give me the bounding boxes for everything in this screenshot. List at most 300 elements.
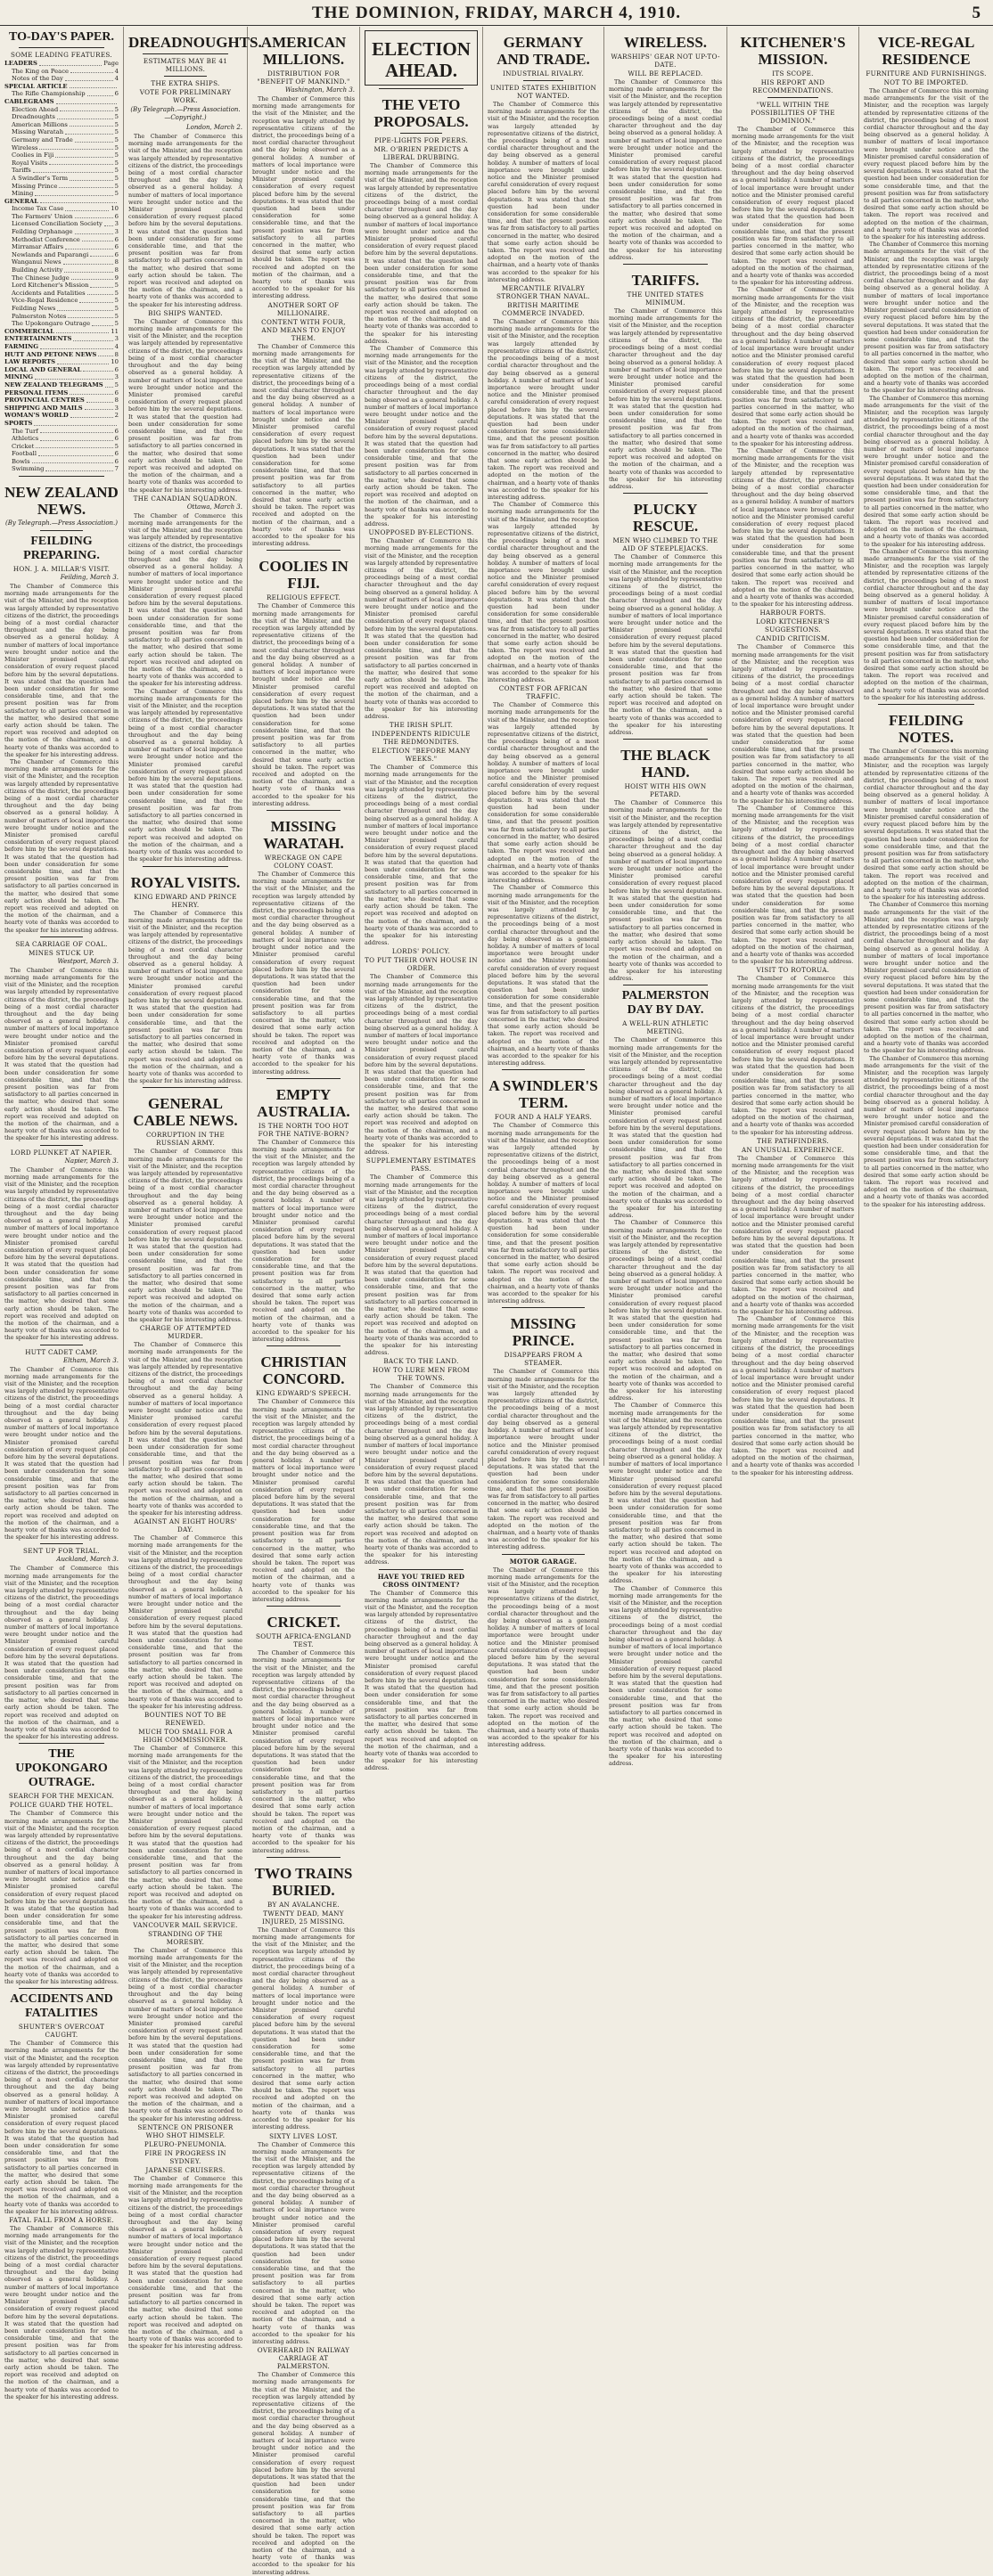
article-subheading: UNOPPOSED BY-ELECTIONS. <box>368 528 474 537</box>
toc-title: Tariffs <box>12 167 31 175</box>
article-body: The Chamber of Commerce this morning made arrangements for the visit of the Minister, and the reception was largely attended by representative citizens of the district, the proceedings being of a most cordial character throughout and the day being observed as a general holiday. A number of matters of local importance were brought under notice and the Minister promised careful consideration of every request placed before him by the several deputations. It was stated that the question had been under consideration for some considerable time, and that the present position was far from satisfactory to all parties concerned in the matter, who desired that some early action should be taken. The report was received and adopted on the motion of the chairman, and a hearty vote of thanks was accorded to the speaker for his interesting address. <box>4 966 119 1142</box>
column-6 <box>604 27 727 1768</box>
toc-row <box>4 60 119 68</box>
toc-title: The Farmers' Union <box>12 212 73 220</box>
toc-title: The Upokongaro Outrage <box>12 320 91 328</box>
article-subheading: MUCH TOO SMALL FOR A HIGH COMMISSIONER. <box>138 1728 233 1744</box>
article-subheading: ANOTHER SORT OF MILLIONAIRE. <box>267 300 340 317</box>
toc-title: LOCAL AND GENERAL <box>4 365 82 373</box>
toc-page: 8 <box>114 266 119 274</box>
article-subheading: LORDS' POLICY. <box>391 947 451 956</box>
dateline: Eltham, March 3. <box>63 1356 119 1364</box>
toc-page: 9 <box>114 274 119 282</box>
article-subheading: SIXTY LIVES LOST. <box>269 2131 338 2140</box>
article-subheading: BRITISH MARITIME COMMERCE INVADED. <box>502 301 585 318</box>
article-body: The Chamber of Commerce this morning made arrangements for the visit of the Minister, and the reception was largely attended by representative citizens of the district, the proceedings being of a most cordial character throughout and the day being observed as a general holiday. A number of matters of local importance were brought under notice and the Minister promised careful consideration of every request placed before him by the several deputations. It was stated that the question had been under consideration for some considerable time, and that the present position was far from satisfactory to all parties concerned in the matter, who desired that some early action should be taken. The report was received and adopted on the motion of the chairman, and a hearty vote of thanks was accorded to the speaker for his interesting address. <box>864 394 989 548</box>
toc-row <box>4 175 119 183</box>
article-body: The Chamber of Commerce this morning made arrangements for the visit of the Minister, and the reception was largely attended by representative citizens of the district, the proceedings being of a most cordial character throughout and the day being observed as a general holiday. A number of matters of local importance were brought under notice and the Minister promised careful consideration of every request placed before him by the several deputations. It was stated that the question had been under consideration for some considerable time, and that the present position was far from satisfactory to all parties concerned in the matter, who desired that some early action should be taken. The report was received and adopted on the motion of the chairman, and a hearty vote of thanks was accorded to the speaker for his interesting address. <box>488 1122 599 1305</box>
article-body: The Chamber of Commerce this morning made arrangements for the visit of the Minister, and the reception was largely attended by representative citizens of the district, the proceedings being of a most cordial character throughout and the day being observed as a general holiday. A number of matters of local importance were brought under notice and the Minister promised careful consideration of every request placed before him by the several deputations. It was stated that the question had been under consideration for some considerable time, and that the present position was far from satisfactory to all parties concerned in the matter, who desired that some early action should be taken. The report was received and adopted on the motion of the chairman, and a hearty vote of thanks was accorded to the speaker for his interesting address. <box>864 748 989 902</box>
article-body: The Chamber of Commerce this morning made arrangements for the visit of the Minister, and the reception was largely attended by representative citizens of the district, the proceedings being of a most cordial character throughout and the day being observed as a general holiday. A number of matters of local importance were brought under notice and the Minister promised careful consideration of every request placed before him by the several deputations. It was stated that the question had been under consideration for some considerable time, and that the present position was far from satisfactory to all parties concerned in the matter, who desired that some early action should be taken. The report was received and adopted on the motion of the chairman, and a hearty vote of thanks was accorded to the speaker for his interesting address. <box>252 1398 355 1603</box>
todays-paper-heading: TO-DAY'S PAPER. <box>9 30 114 44</box>
column-5 <box>483 27 604 1749</box>
election-ahead-heading: ELECTION AHEAD. <box>372 38 471 81</box>
article-subheading: CORRUPTION IN THE RUSSIAN ARMY. <box>145 1131 226 1148</box>
toc-row <box>4 151 119 159</box>
article-subheading: ELECTION "BEFORE MANY WEEKS." <box>372 747 471 764</box>
todays-paper-sub: SOME LEADING FEATURES. <box>11 51 112 59</box>
toc-row <box>4 220 119 228</box>
toc-title: ENTERTAINMENTS <box>4 335 72 343</box>
article-subheading: FIRE IN PROGRESS IN SYDNEY. <box>144 2148 226 2165</box>
article-subheading: SEA CARRIAGE OF COAL. <box>15 939 108 948</box>
toc-row <box>4 290 119 298</box>
article-heading: THE VETO PROPOSALS. <box>373 96 469 130</box>
toc-row <box>4 320 119 328</box>
toc-page: Page <box>103 60 119 67</box>
toc-title: PROVINCIAL CENTRES <box>4 397 85 405</box>
article-body: The Chamber of Commerce this morning made arrangements for the visit of the Minister, and the reception was largely attended by representative citizens of the district, the proceedings being of a most cordial character throughout and the day being observed as a general holiday. A number of matters of local importance were brought under notice and the Minister promised careful consideration of every request placed before him by the several deputations. It was stated that the question had been under consideration for some considerable time, and that the present position was far from satisfactory to all parties concerned in the matter, who desired that some early action should be taken. The report was received and adopted on the motion of the chairman, and a hearty vote of thanks was accorded to the speaker for his interesting address. <box>4 1165 119 1342</box>
germany-trade-heading: GERMANY AND TRADE. <box>497 34 590 68</box>
article-subheading: THE UNITED STATES MINIMUM. <box>627 290 704 307</box>
article-body: The Chamber of Commerce this morning made arrangements for the visit of the Minister, and the reception was largely attended by representative citizens of the district, the proceedings being of a most cordial character throughout and the day being observed as a general holiday. A number of matters of local importance were brought under notice and the Minister promised careful consideration of every request placed before him by the several deputations. It was stated that the question had been under consideration for some considerable time, and that the present position was far from satisfactory to all parties concerned in the matter, who desired that some early action should be taken. The report was received and adopted on the motion of the chairman, and a hearty vote of thanks was accorded to the speaker for his interesting address. <box>609 799 722 983</box>
article-body: The Chamber of Commerce this morning made arrangements for the visit of the Minister, and the reception was largely attended by representative citizens of the district, the proceedings being of a most cordial character throughout and the day being observed as a general holiday. A number of matters of local importance were brought under notice and the Minister promised careful consideration of every request placed before him by the several deputations. It was stated that the question had been under consideration for some considerable time, and that the present position was far from satisfactory to all parties concerned in the matter, who desired that some early action should be taken. The report was received and adopted on the motion of the chairman, and a hearty vote of thanks was accorded to the speaker for his interesting address. <box>365 345 478 527</box>
dateline: Ottawa, March 3. <box>186 503 242 511</box>
article-heading: EMPTY AUSTRALIA. <box>257 1085 350 1120</box>
article-subheading: LORD KITCHENER'S SUGGESTIONS. <box>756 617 830 634</box>
article-body: The Chamber of Commerce this morning made arrangements for the visit of the Minister, and the reception was largely attended by representative citizens of the district, the proceedings being of a most cordial character throughout and the day being observed as a general holiday. A number of matters of local importance were brought under notice and the Minister promised careful consideration of every request placed before him by the several deputations. It was stated that the question had been under consideration for some considerable time, and that the present position was far from satisfactory to all parties concerned in the matter, who desired that some early action should be taken. The report was received and adopted on the motion of the chairman, and a hearty vote of thanks was accorded to the speaker for his interesting address. <box>128 1946 242 2122</box>
toc-title: WOMAN'S WORLD <box>4 412 69 420</box>
toc-row <box>4 198 119 206</box>
toc-title: Licensed Conciliation Society <box>12 220 103 228</box>
toc-title: FARMING <box>4 342 39 350</box>
toc-title: Building Activity <box>12 266 63 274</box>
article-subheading: IS THE NORTH TOO HOT FOR THE NATIVE-BORN? <box>258 1121 349 1138</box>
article-body: The Chamber of Commerce this morning made arrangements for the visit of the Minister, and the reception was largely attended by representative citizens of the district, the proceedings being of a most cordial character throughout and the day being observed as a general holiday. A number of matters of local importance were brought under notice and the Minister promised careful consideration of every request placed before him by the several deputations. It was stated that the question had been under consideration for some considerable time, and that the present position was far from satisfactory to all parties concerned in the matter, who desired that some early action should be taken. The report was received and adopted on the motion of the chairman, and a hearty vote of thanks was accorded to the speaker for his interesting address. <box>365 162 478 345</box>
toc-row <box>4 358 119 366</box>
toc-title: Athletics <box>12 435 39 443</box>
article-body: The Chamber of Commerce this morning made arrangements for the visit of the Minister, and the reception was largely attended by representative citizens of the district, the proceedings being of a most cordial character throughout and the day being observed as a general holiday. A number of matters of local importance were brought under notice and the Minister promised careful consideration of every request placed before him by the several deputations. It was stated that the question had been under consideration for some considerable time, and that the present position was far from satisfactory to all parties concerned in the matter, who desired that some early action should be taken. The report was received and adopted on the motion of the chairman, and a hearty vote of thanks was accorded to the speaker for his interesting address. <box>609 78 722 261</box>
article-body: The Chamber of Commerce this morning made arrangements for the visit of the Minister, and the reception was largely attended by representative citizens of the district, the proceedings being of a most cordial character throughout and the day being observed as a general holiday. A number of matters of local importance were brought under notice and the Minister promised careful consideration of every request placed before him by the several deputations. It was stated that the question had been under consideration for some considerable time, and that the present position was far from satisfactory to all parties concerned in the matter, who desired that some early action should be taken. The report was received and adopted on the motion of the chairman, and a hearty vote of thanks was accorded to the speaker for his interesting address. <box>488 501 599 684</box>
toc-row <box>4 405 119 413</box>
toc-title: Palmerston Notes <box>12 312 67 320</box>
article-subheading: FURNITURE AND FURNISHINGS. <box>866 70 987 78</box>
article-subheading: AGAINST AN EIGHT HOURS' DAY. <box>134 1517 237 1534</box>
toc-page: 6 <box>114 388 119 397</box>
article-body: The Chamber of Commerce this morning made arrangements for the visit of the Minister, and the reception was largely attended by representative citizens of the district, the proceedings being of a most cordial character throughout and the day being observed as a general holiday. A number of matters of local importance were brought under notice and the Minister promised careful consideration of every request placed before him by the several deputations. It was stated that the question had been under consideration for some considerable time, and that the present position was far from satisfactory to all parties concerned in the matter, who desired that some early action should be taken. The report was received and adopted on the motion of the chairman, and a hearty vote of thanks was accorded to the speaker for his interesting address. <box>864 547 989 701</box>
article-subheading: LORD PLUNKET AT NAPIER. <box>10 1148 113 1157</box>
article-subheading: RELIGIOUS EFFECT. <box>266 593 341 602</box>
article-subheading: WILL BE REPLACED. <box>628 70 703 78</box>
article-body: The Chamber of Commerce this morning made arrangements for the visit of the Minister, and the reception was largely attended by representative citizens of the district, the proceedings being of a most cordial character throughout and the day being observed as a general holiday. A number of matters of local importance were brought under notice and the Minister promised careful consideration of every request placed before him by the several deputations. It was stated that the question had been under consideration for some considerable time, and that the present position was far from satisfactory to all parties concerned in the matter, who desired that some early action should be taken. The report was received and adopted on the motion of the chairman, and a hearty vote of thanks was accorded to the speaker for his interesting address. <box>488 101 599 283</box>
toc-title: Notes of the Day <box>12 75 63 83</box>
masthead-title: THE DOMINION, FRIDAY, MARCH 4, 1910. <box>311 4 682 22</box>
toc-row <box>4 258 119 266</box>
toc-page: 10 <box>111 358 119 366</box>
toc-title: SPORTS <box>4 419 33 427</box>
article-subheading: VISIT TO ROTORUA. <box>756 966 830 975</box>
toc-page: 5 <box>114 305 119 312</box>
toc-page: 6 <box>114 365 119 373</box>
article-body: The Chamber of Commerce this morning made arrangements for the visit of the Minister, and the reception was largely attended by representative citizens of the district, the proceedings being of a most cordial character throughout and the day being observed as a general holiday. A number of matters of local importance were brought under notice and the Minister promised careful consideration of every request placed before him by the several deputations. It was stated that the question had been under consideration for some considerable time, and that the present position was far from satisfactory to all parties concerned in the matter, who desired that some early action should be taken. The report was received and adopted on the motion of the chairman, and a hearty vote of thanks was accorded to the speaker for his interesting address. <box>732 1154 854 1316</box>
toc-page: 5 <box>114 182 119 190</box>
toc-title: Mining <box>12 190 34 198</box>
article-subheading: WARSHIPS' GEAR NOT UP-TO-DATE. <box>611 53 720 69</box>
article-body: The Chamber of Commerce this morning made arrangements for the visit of the Minister, and the reception was largely attended by representative citizens of the district, the proceedings being of a most cordial character throughout and the day being observed as a general holiday. A number of matters of local importance were brought under notice and the Minister promised careful consideration of every request placed before him by the several deputations. It was stated that the question had been under consideration for some considerable time, and that the present position was far from satisfactory to all parties concerned in the matter, who desired that some early action should be taken. The report was received and adopted on the motion of the chairman, and a hearty vote of thanks was accorded to the speaker for his interesting address. <box>252 602 355 807</box>
article-subheading: UNITED STATES EXHIBITION NOT WANTED. <box>489 84 597 100</box>
article-subheading: THE EXTRA SHIPS. <box>151 79 220 87</box>
article-heading: TARIFFS. <box>631 272 700 290</box>
masthead <box>0 0 993 26</box>
toc-title: Feilding Orphanage <box>12 228 73 236</box>
toc-row <box>4 128 119 136</box>
toc-title: LAW REPORTS <box>4 358 56 366</box>
toc-title: Bowls <box>12 457 30 465</box>
toc-row <box>4 98 119 106</box>
article-subheading: BY AN AVALANCHE. <box>267 1900 341 1909</box>
toc-row <box>4 159 119 168</box>
article-subheading: PIPE-LIGHTS FOR PEERS. <box>374 136 468 144</box>
article-body: The Chamber of Commerce this morning made arrangements for the visit of the Minister, and the reception was largely attended by representative citizens of the district, the proceedings being of a most cordial character throughout and the day being observed as a general holiday. A number of matters of local importance were brought under notice and the Minister promised careful consideration of every request placed before him by the several deputations. It was stated that the question had been under consideration for some considerable time, and that the present position was far from satisfactory to all parties concerned in the matter, who desired that some early action should be taken. The report was received and adopted on the motion of the chairman, and a hearty vote of thanks was accorded to the speaker for his interesting address. <box>128 133 242 308</box>
article-body: The Chamber of Commerce this morning made arrangements for the visit of the Minister, and the reception was largely attended by representative citizens of the district, the proceedings being of a most cordial character throughout and the day being observed as a general holiday. A number of matters of local importance were brought under notice and the Minister promised careful consideration of every request placed before him by the several deputations. It was stated that the question had been under consideration for some considerable time, and that the present position was far from satisfactory to all parties concerned in the matter, who desired that some early action should be taken. The report was received and adopted on the motion of the chairman, and a hearty vote of thanks was accorded to the speaker for his interesting address. <box>732 643 854 805</box>
article-heading: ACCIDENTS AND FATALITIES <box>10 1992 113 2021</box>
article-body: The Chamber of Commerce this morning made arrangements for the visit of the Minister, and the reception was largely attended by representative citizens of the district, the proceedings being of a most cordial character throughout and the day being observed as a general holiday. A number of matters of local importance were brought under notice and the Minister promised careful consideration of every request placed before him by the several deputations. It was stated that the question had been under consideration for some considerable time, and that the present position was far from satisfactory to all parties concerned in the matter, who desired that some early action should be taken. The report was received and adopted on the motion of the chairman, and a hearty vote of thanks was accorded to the speaker for his interesting address. <box>128 1534 242 1710</box>
toc-page: 3 <box>114 228 119 236</box>
toc-page: 3 <box>114 335 119 343</box>
toc-row <box>4 373 119 381</box>
article-body: The Chamber of Commerce this morning made arrangements for the visit of the Minister, and the reception was largely attended by representative citizens of the district, the proceedings being of a most cordial character throughout and the day being observed as a general holiday. A number of matters of local importance were brought under notice and the Minister promised careful consideration of every request placed before him by the several deputations. It was stated that the question had been under consideration for some considerable time, and that the present position was far from satisfactory to all parties concerned in the matter, who desired that some early action should be taken. The report was received and adopted on the motion of the chairman, and a hearty vote of thanks was accorded to the speaker for his interesting address. <box>4 1565 119 1741</box>
article-subheading: THE CANADIAN SQUADRON. <box>133 494 238 503</box>
article-heading: ROYAL VISITS. <box>130 873 241 891</box>
article-subheading: SENTENCE ON PRISONER WHO SHOT HIMSELF. <box>137 2122 234 2139</box>
toc-page: 6 <box>114 212 119 220</box>
article-subheading: KING EDWARD'S SPEECH. <box>256 1389 351 1398</box>
toc-page: 5 <box>114 282 119 290</box>
article-subheading: MR. O'BRIEN PREDICTS A LIBERAL DRUBBING. <box>373 145 469 161</box>
article-subheading: BACK TO THE LAND. <box>383 1357 459 1366</box>
article-subheading: PLEURO-PNEUMONIA. <box>144 2139 227 2148</box>
article-body: The Chamber of Commerce this morning made arrangements for the visit of the Minister, and the reception was largely attended by representative citizens of the district, the proceedings being of a most cordial character throughout and the day being observed as a general holiday. A number of matters of local importance were brought under notice and the Minister promised careful consideration of every request placed before him by the several deputations. It was stated that the question had been under consideration for some considerable time, and that the present position was far from satisfactory to all parties concerned in the matter, who desired that some early action should be taken. The report was received and adopted on the motion of the chairman, and a hearty vote of thanks was accorded to the speaker for his interesting address. <box>252 1138 355 1344</box>
article-heading: MISSING WARATAH. <box>263 818 344 853</box>
article-subheading: MERCANTILE RIVALRY STRONGER THAN NAVAL. <box>497 284 590 301</box>
article-body: The Chamber of Commerce this morning made arrangements for the visit of the Minister, and the reception was largely attended by representative citizens of the district, the proceedings being of a most cordial character throughout and the day being observed as a general holiday. A number of matters of local importance were brought under notice and the Minister promised careful consideration of every request placed before him by the several deputations. It was stated that the question had been under consideration for some considerable time, and that the present position was far from satisfactory to all parties concerned in the matter, who desired that some early action should be taken. The report was received and adopted on the motion of the chairman, and a hearty vote of thanks was accorded to the speaker for his interesting address. <box>864 241 989 395</box>
toc-page: 6 <box>114 243 119 251</box>
article-subheading: MEN WHO CLIMBED TO THE AID OF STEEPLEJACKS. <box>612 536 718 553</box>
toc-page: 7 <box>114 465 119 473</box>
toc-page: 5 <box>114 143 119 151</box>
toc-page: 5 <box>114 128 119 136</box>
dateline: Auckland, March 3. <box>56 1556 119 1564</box>
article-body: The Chamber of Commerce this morning made arrangements for the visit of the Minister, and the reception was largely attended by representative citizens of the district, the proceedings being of a most cordial character throughout and the day being observed as a general holiday. A number of matters of local importance were brought under notice and the Minister promised careful consideration of every request placed before him by the several deputations. It was stated that the question had been under consideration for some considerable time, and that the present position was far from satisfactory to all parties concerned in the matter, who desired that some early action should be taken. The report was received and adopted on the motion of the chairman, and a hearty vote of thanks was accorded to the speaker for his interesting address. <box>4 2040 119 2215</box>
toc-row <box>4 328 119 336</box>
toc-title: A Swindler's Term <box>12 174 69 182</box>
article-subheading: THE IRISH SPLIT. <box>389 721 454 730</box>
article-subheading: "WELL WITHIN THE POSSIBILITIES OF THE DOMINION." <box>751 101 835 125</box>
article-body: The Chamber of Commerce this morning made arrangements for the visit of the Minister, and the reception was largely attended by representative citizens of the district, the proceedings being of a most cordial character throughout and the day being observed as a general holiday. A number of matters of local importance were brought under notice and the Minister promised careful consideration of every request placed before him by the several deputations. It was stated that the question had been under consideration for some considerable time, and that the present position was far from satisfactory to all parties concerned in the matter, who desired that some early action should be taken. The report was received and adopted on the motion of the chairman, and a hearty vote of thanks was accorded to the speaker for his interesting address. <box>864 87 989 241</box>
article-subheading: AN UNUSUAL EXPERIENCE. <box>741 1145 845 1154</box>
toc-title: MINING <box>4 373 34 381</box>
toc-page: 5 <box>114 113 119 121</box>
toc-row <box>4 335 119 343</box>
toc-page: 10 <box>111 205 119 213</box>
article-heading: MISSING PRINCE. <box>510 1315 577 1350</box>
article-subheading: SUPPLEMENTARY ESTIMATES PASS. <box>365 1157 477 1174</box>
toc-page: 5 <box>114 120 119 128</box>
toc-page: 6 <box>114 457 119 465</box>
article-subheading: WRECKAGE ON CAPE COLONY COAST. <box>264 854 343 871</box>
toc-page: 6 <box>114 435 119 443</box>
toc-title: The Turf <box>12 427 38 435</box>
toc-row <box>4 213 119 221</box>
american-millions-heading: AMERICAN MILLIONS. <box>260 34 347 68</box>
toc-title: The Chinese Judge <box>12 274 70 282</box>
toc-page: 5 <box>114 135 119 143</box>
article-subheading: STRANDING OF THE MORESBY. <box>148 1929 223 1946</box>
article-body: The Chamber of Commerce this morning made arrangements for the visit of the Minister, and the reception was largely attended by representative citizens of the district, the proceedings being of a most cordial character throughout and the day being observed as a general holiday. A number of matters of local importance were brought under notice and the Minister promised careful consideration of every request placed before him by the several deputations. It was stated that the question had been under consideration for some considerable time, and that the present position was far from satisfactory to all parties concerned in the matter, who desired that some early action should be taken. The report was received and adopted on the motion of the chairman, and a hearty vote of thanks was accorded to the speaker for his interesting address. <box>732 804 854 966</box>
toc-row <box>4 435 119 443</box>
article-subheading: HIS REPORT AND RECOMMENDATIONS. <box>752 78 833 94</box>
toc-page: 8 <box>114 258 119 266</box>
advertisement-heading: MOTOR GARAGE. <box>509 1557 578 1566</box>
toc-row <box>4 443 119 451</box>
article-subheading: CONTENT WITH FOUR, AND MEANS TO ENJOY THEM. <box>261 317 346 342</box>
toc-title: Methodist Conference <box>12 235 80 243</box>
article-subheading: ITS SCOPE. <box>772 70 814 78</box>
article-subheading: BOUNTIES NOT TO BE RENEWED. <box>144 1711 226 1727</box>
article-subheading: SEARCH FOR THE MEXICAN. <box>8 1792 115 1801</box>
advertisement-body: The Chamber of Commerce this morning made arrangements for the visit of the Minister, and the reception was largely attended by representative citizens of the district, the proceedings being of a most cordial character throughout and the day being observed as a general holiday. A number of matters of local importance were brought under notice and the Minister promised careful consideration of every request placed before him by the several deputations. It was stated that the question had been under consideration for some considerable time, and that the present position was far from satisfactory to all parties concerned in the matter, who desired that some early action should be taken. The report was received and adopted on the motion of the chairman, and a hearty vote of thanks was accorded to the speaker for his interesting address. <box>488 1566 599 1749</box>
toc-page: 3 <box>114 220 119 228</box>
toc-page: 6 <box>114 427 119 435</box>
article-body: The Chamber of Commerce this morning made arrangements for the visit of the Minister, and the reception was largely attended by representative citizens of the district, the proceedings being of a most cordial character throughout and the day being observed as a general holiday. A number of matters of local importance were brought under notice and the Minister promised careful consideration of every request placed before him by the several deputations. It was stated that the question had been under consideration for some considerable time, and that the present position was far from satisfactory to all parties concerned in the matter, who desired that some early action should be taken. The report was received and adopted on the motion of the chairman, and a hearty vote of thanks was accorded to the speaker for his interesting address. <box>128 2174 242 2351</box>
toc-page: 6 <box>114 250 119 258</box>
page-number: 5 <box>972 4 981 22</box>
article-body: The Chamber of Commerce this morning made arrangements for the visit of the Minister, and the reception was largely attended by representative citizens of the district, the proceedings being of a most cordial character throughout and the day being observed as a general holiday. A number of matters of local importance were brought under notice and the Minister promised careful consideration of every request placed before him by the several deputations. It was stated that the question had been under consideration for some considerable time, and that the present position was far from satisfactory to all parties concerned in the matter, who desired that some early action should be taken. The report was received and adopted on the motion of the chairman, and a hearty vote of thanks was accorded to the speaker for his interesting address. <box>4 1810 119 1985</box>
article-body: The Chamber of Commerce this morning made arrangements for the visit of the Minister, and the reception was largely attended by representative citizens of the district, the proceedings being of a most cordial character throughout and the day being observed as a general holiday. A number of matters of local importance were brought under notice and the Minister promised careful consideration of every request placed before him by the several deputations. It was stated that the question had been under consideration for some considerable time, and that the present position was far from satisfactory to all parties concerned in the matter, who desired that some early action should be taken. The report was received and adopted on the motion of the chairman, and a hearty vote of thanks was accorded to the speaker for his interesting address. <box>128 687 242 863</box>
article-body: The Chamber of Commerce this morning made arrangements for the visit of the Minister, and the reception was largely attended by representative citizens of the district, the proceedings being of a most cordial character throughout and the day being observed as a general holiday. A number of matters of local importance were brought under notice and the Minister promised careful consideration of every request placed before him by the several deputations. It was stated that the question had been under consideration for some considerable time, and that the present position was far from satisfactory to all parties concerned in the matter, who desired that some early action should be taken. The report was received and adopted on the motion of the chairman, and a hearty vote of thanks was accorded to the speaker for his interesting address. <box>4 757 119 934</box>
article-subheading: SENT UP FOR TRIAL. <box>23 1547 100 1556</box>
dateline: Feilding, March 3. <box>60 574 119 582</box>
article-heading: CRICKET. <box>267 1614 341 1631</box>
toc-row <box>4 136 119 144</box>
column-2 <box>124 27 262 2351</box>
toc-page: 6 <box>114 90 119 98</box>
article-body: The Chamber of Commerce this morning made arrangements for the visit of the Minister, and the reception was largely attended by representative citizens of the district, the proceedings being of a most cordial character throughout and the day being observed as a general holiday. A number of matters of local importance were brought under notice and the Minister promised careful consideration of every request placed before him by the several deputations. It was stated that the question had been under consideration for some considerable time, and that the present position was far from satisfactory to all parties concerned in the matter, who desired that some early action should be taken. The report was received and adopted on the motion of the chairman, and a hearty vote of thanks was accorded to the speaker for his interesting address. <box>252 1926 355 2131</box>
toc-page: 5 <box>114 105 119 113</box>
toc-row <box>4 313 119 321</box>
article-body: The Chamber of Commerce this morning made arrangements for the visit of the Minister, and the reception was largely attended by representative citizens of the district, the proceedings being of a most cordial character throughout and the day being observed as a general holiday. A number of matters of local importance were brought under notice and the Minister promised careful consideration of every request placed before him by the several deputations. It was stated that the question had been under consideration for some considerable time, and that the present position was far from satisfactory to all parties concerned in the matter, who desired that some early action should be taken. The report was received and adopted on the motion of the chairman, and a hearty vote of thanks was accorded to the speaker for his interesting address. <box>609 1219 722 1402</box>
article-subheading: POLICE GUARD THE HOTEL. <box>9 1801 114 1810</box>
article-body: The Chamber of Commerce this morning made arrangements for the visit of the Minister, and the reception was largely attended by representative citizens of the district, the proceedings being of a most cordial character throughout and the day being observed as a general holiday. A number of matters of local importance were brought under notice and the Minister promised careful consideration of every request placed before him by the several deputations. It was stated that the question had been under consideration for some considerable time, and that the present position was far from satisfactory to all parties concerned in the matter, who desired that some early action should be taken. The report was received and adopted on the motion of the chairman, and a hearty vote of thanks was accorded to the speaker for his interesting address. <box>609 553 722 737</box>
byline: (By Telegraph.—Press Association.) <box>4 519 119 527</box>
toc-row <box>4 205 119 213</box>
toc-row <box>4 83 119 91</box>
toc-title: SHIPPING AND MAILS <box>4 404 83 412</box>
article-body: The Chamber of Commerce this morning made arrangements for the visit of the Minister, and the reception was largely attended by representative citizens of the district, the proceedings being of a most cordial character throughout and the day being observed as a general holiday. A number of matters of local importance were brought under notice and the Minister promised careful consideration of every request placed before him by the several deputations. It was stated that the question had been under consideration for some considerable time, and that the present position was far from satisfactory to all parties concerned in the matter, who desired that some early action should be taken. The report was received and adopted on the motion of the chairman, and a hearty vote of thanks was accorded to the speaker for his interesting address. <box>128 1341 242 1517</box>
article-subheading: DISTRIBUTION FOR "BENEFIT OF MANKIND." <box>257 70 350 86</box>
toc-page: 3 <box>114 373 119 381</box>
toc-page: 5 <box>114 167 119 175</box>
toc-title: Cricket <box>12 442 35 450</box>
toc-title: Income Tax Case <box>12 205 64 213</box>
article-body: The Chamber of Commerce this morning made arrangements for the visit of the Minister, and the reception was largely attended by representative citizens of the district, the proceedings being of a most cordial character throughout and the day being observed as a general holiday. A number of matters of local importance were brought under notice and the Minister promised careful consideration of every request placed before him by the several deputations. It was stated that the question had been under consideration for some considerable time, and that the present position was far from satisfactory to all parties concerned in the matter, who desired that some early action should be taken. The report was received and adopted on the motion of the chairman, and a hearty vote of thanks was accorded to the speaker for his interesting address. <box>128 1745 242 1920</box>
toc-row <box>4 106 119 114</box>
toc-row <box>4 366 119 374</box>
article-heading: THE UPOKONGARO OUTRAGE. <box>15 1747 108 1790</box>
toc-title: Football <box>12 450 37 458</box>
toc-row <box>4 75 119 83</box>
toc-row <box>4 389 119 397</box>
article-body: The Chamber of Commerce this morning made arrangements for the visit of the Minister, and the reception was largely attended by representative citizens of the district, the proceedings being of a most cordial character throughout and the day being observed as a general holiday. A number of matters of local importance were brought under notice and the Minister promised careful consideration of every request placed before him by the several deputations. It was stated that the question had been under consideration for some considerable time, and that the present position was far from satisfactory to all parties concerned in the matter, who desired that some early action should be taken. The report was received and adopted on the motion of the chairman, and a hearty vote of thanks was accorded to the speaker for his interesting address. <box>365 973 478 1157</box>
article-body: The Chamber of Commerce this morning made arrangements for the visit of the Minister, and the reception was largely attended by representative citizens of the district, the proceedings being of a most cordial character throughout and the day being observed as a general holiday. A number of matters of local importance were brought under notice and the Minister promised careful consideration of every request placed before him by the several deputations. It was stated that the question had been under consideration for some considerable time, and that the present position was far from satisfactory to all parties concerned in the matter, who desired that some early action should be taken. The report was received and adopted on the motion of the chairman, and a hearty vote of thanks was accorded to the speaker for his interesting address. <box>4 1365 119 1542</box>
article-body: The Chamber of Commerce this morning made arrangements for the visit of the Minister, and the reception was largely attended by representative citizens of the district, the proceedings being of a most cordial character throughout and the day being observed as a general holiday. A number of matters of local importance were brought under notice and the Minister promised careful consideration of every request placed before him by the several deputations. It was stated that the question had been under consideration for some considerable time, and that the present position was far from satisfactory to all parties concerned in the matter, who desired that some early action should be taken. The report was received and adopted on the motion of the chairman, and a hearty vote of thanks was accorded to the speaker for his interesting address. <box>488 1368 599 1551</box>
toc-title: Accidents and Fatalities <box>12 289 86 297</box>
toc-row <box>4 251 119 259</box>
toc-title: Wanganui News <box>12 258 62 266</box>
article-subheading: CANDID CRITICISM. <box>755 634 831 643</box>
toc-page: 6 <box>114 235 119 243</box>
article-subheading: CONTEST FOR AFRICAN TRAFFIC. <box>498 684 588 701</box>
article-heading: FEILDING NOTES. <box>888 712 964 747</box>
toc-title: Lord Kitchener's Mission <box>12 282 89 290</box>
article-heading: PALMERSTON DAY BY DAY. <box>621 989 710 1018</box>
article-body: The Chamber of Commerce this morning made arrangements for the visit of the Minister, and the reception was largely attended by representative citizens of the district, the proceedings being of a most cordial character throughout and the day being observed as a general holiday. A number of matters of local importance were brought under notice and the Minister promised careful consideration of every request placed before him by the several deputations. It was stated that the question had been under consideration for some considerable time, and that the present position was far from satisfactory to all parties concerned in the matter, who desired that some early action should be taken. The report was received and adopted on the motion of the chairman, and a hearty vote of thanks was accorded to the speaker for his interesting address. <box>252 342 355 548</box>
article-body: The Chamber of Commerce this morning made arrangements for the visit of the Minister, and the reception was largely attended by representative citizens of the district, the proceedings being of a most cordial character throughout and the day being observed as a general holiday. A number of matters of local importance were brought under notice and the Minister promised careful consideration of every request placed before him by the several deputations. It was stated that the question had been under consideration for some considerable time, and that the present position was far from satisfactory to all parties concerned in the matter, who desired that some early action should be taken. The report was received and adopted on the motion of the chairman, and a hearty vote of thanks was accorded to the speaker for his interesting address. <box>128 317 242 494</box>
article-subheading: A WELL-RUN ATHLETIC MEETING. <box>622 1019 709 1036</box>
toc-row <box>4 458 119 466</box>
article-subheading: INDUSTRIAL RIVALRY. <box>502 70 585 78</box>
toc-row <box>4 465 119 473</box>
article-body: The Chamber of Commerce this morning made arrangements for the visit of the Minister, and the reception was largely attended by representative citizens of the district, the proceedings being of a most cordial character throughout and the day being observed as a general holiday. A number of matters of local importance were brought under notice and the Minister promised careful consideration of every request placed before him by the several deputations. It was stated that the question had been under consideration for some considerable time, and that the present position was far from satisfactory to all parties concerned in the matter, who desired that some early action should be taken. The report was received and adopted on the motion of the chairman, and a hearty vote of thanks was accorded to the speaker for his interesting address. <box>128 909 242 1085</box>
toc-title: COMMERCIAL <box>4 327 54 335</box>
toc-row <box>4 68 119 76</box>
article-body: The Chamber of Commerce this morning made arrangements for the visit of the Minister, and the reception was largely attended by representative citizens of the district, the proceedings being of a most cordial character throughout and the day being observed as a general holiday. A number of matters of local importance were brought under notice and the Minister promised careful consideration of every request placed before him by the several deputations. It was stated that the question had been under consideration for some considerable time, and that the present position was far from satisfactory to all parties concerned in the matter, who desired that some early action should be taken. The report was received and adopted on the motion of the chairman, and a hearty vote of thanks was accorded to the speaker for his interesting address. <box>732 126 854 287</box>
article-subheading: JAPANESE CRUISERS. <box>145 2165 226 2174</box>
article-body: The Chamber of Commerce this morning made arrangements for the visit of the Minister, and the reception was largely attended by representative citizens of the district, the proceedings being of a most cordial character throughout and the day being observed as a general holiday. A number of matters of local importance were brought under notice and the Minister promised careful consideration of every request placed before him by the several deputations. It was stated that the question had been under consideration for some considerable time, and that the present position was far from satisfactory to all parties concerned in the matter, who desired that some early action should be taken. The report was received and adopted on the motion of the chairman, and a hearty vote of thanks was accorded to the speaker for his interesting address. <box>732 1315 854 1476</box>
vice-regal-heading: VICE-REGAL RESIDENCE <box>877 34 975 68</box>
toc-page: 5 <box>114 190 119 198</box>
article-body: The Chamber of Commerce this morning made arrangements for the visit of the Minister, and the reception was largely attended by representative citizens of the district, the proceedings being of a most cordial character throughout and the day being observed as a general holiday. A number of matters of local importance were brought under notice and the Minister promised careful consideration of every request placed before him by the several deputations. It was stated that the question had been under consideration for some considerable time, and that the present position was far from satisfactory to all parties concerned in the matter, who desired that some early action should be taken. The report was received and adopted on the motion of the chairman, and a hearty vote of thanks was accorded to the speaker for his interesting address. <box>365 764 478 947</box>
column-4 <box>360 27 483 1772</box>
article-subheading: HUTT CADET CAMP. <box>25 1347 98 1356</box>
toc-page: 5 <box>114 289 119 297</box>
toc-title: Vice-Regal Residence <box>12 297 78 305</box>
article-heading: TWO TRAINS BURIED. <box>254 1864 353 1899</box>
column-3 <box>248 27 360 2576</box>
toc-row <box>4 183 119 191</box>
toc-row <box>4 113 119 121</box>
toc-title: HUTT AND PETONE NEWS <box>4 350 97 358</box>
dateline: London, March 2. <box>185 124 242 131</box>
article-body: The Chamber of Commerce this morning made arrangements for the visit of the Minister, and the reception was largely attended by representative citizens of the district, the proceedings being of a most cordial character throughout and the day being observed as a general holiday. A number of matters of local importance were brought under notice and the Minister promised careful consideration of every request placed before him by the several deputations. It was stated that the question had been under consideration for some considerable time, and that the present position was far from satisfactory to all parties concerned in the matter, who desired that some early action should be taken. The report was received and adopted on the motion of the chairman, and a hearty vote of thanks was accorded to the speaker for his interesting address. <box>4 2225 119 2400</box>
article-heading: GENERAL CABLE NEWS. <box>133 1095 238 1130</box>
article-subheading: FATAL FALL FROM A HORSE. <box>9 2216 114 2225</box>
article-heading: A SWINDLER'S TERM. <box>488 1077 598 1112</box>
toc-row <box>4 420 119 428</box>
article-body: The Chamber of Commerce this morning made arrangements for the visit of the Minister, and the reception was largely attended by representative citizens of the district, the proceedings being of a most cordial character throughout and the day being observed as a general holiday. A number of matters of local importance were brought under notice and the Minister promised careful consideration of every request placed before him by the several deputations. It was stated that the question had been under consideration for some considerable time, and that the present position was far from satisfactory to all parties concerned in the matter, who desired that some early action should be taken. The report was received and adopted on the motion of the chairman, and a hearty vote of thanks was accorded to the speaker for his interesting address. <box>252 1649 355 1854</box>
article-body: The Chamber of Commerce this morning made arrangements for the visit of the Minister, and the reception was largely attended by representative citizens of the district, the proceedings being of a most cordial character throughout and the day being observed as a general holiday. A number of matters of local importance were brought under notice and the Minister promised careful consideration of every request placed before him by the several deputations. It was stated that the question had been under consideration for some considerable time, and that the present position was far from satisfactory to all parties concerned in the matter, who desired that some early action should be taken. The report was received and adopted on the motion of the chairman, and a hearty vote of thanks was accorded to the speaker for his interesting address. <box>4 583 119 758</box>
advertisement-body: The Chamber of Commerce this morning made arrangements for the visit of the Minister, and the reception was largely attended by representative citizens of the district, the proceedings being of a most cordial character throughout and the day being observed as a general holiday. A number of matters of local importance were brought under notice and the Minister promised careful consideration of every request placed before him by the several deputations. It was stated that the question had been under consideration for some considerable time, and that the present position was far from satisfactory to all parties concerned in the matter, who desired that some early action should be taken. The report was received and adopted on the motion of the chairman, and a hearty vote of thanks was accorded to the speaker for his interesting address. <box>365 1589 478 1772</box>
article-body: The Chamber of Commerce this morning made arrangements for the visit of the Minister, and the reception was largely attended by representative citizens of the district, the proceedings being of a most cordial character throughout and the day being observed as a general holiday. A number of matters of local importance were brought under notice and the Minister promised careful consideration of every request placed before him by the several deputations. It was stated that the question had been under consideration for some considerable time, and that the present position was far from satisfactory to all parties concerned in the matter, who desired that some early action should be taken. The report was received and adopted on the motion of the chairman, and a hearty vote of thanks was accorded to the speaker for his interesting address. <box>365 537 478 721</box>
toc-page: 4 <box>114 75 119 83</box>
toc-title: PERSONAL ITEMS <box>4 388 69 397</box>
article-body: The Chamber of Commerce this morning made arrangements for the visit of the Minister, and the reception was largely attended by representative citizens of the district, the proceedings being of a most cordial character throughout and the day being observed as a general holiday. A number of matters of local importance were brought under notice and the Minister promised careful consideration of every request placed before him by the several deputations. It was stated that the question had been under consideration for some considerable time, and that the present position was far from satisfactory to all parties concerned in the matter, who desired that some early action should be taken. The report was received and adopted on the motion of the chairman, and a hearty vote of thanks was accorded to the speaker for his interesting address. <box>732 286 854 447</box>
article-subheading: HON. J. A. MILLAR'S VISIT. <box>12 565 111 574</box>
toc-title: SPECIAL ARTICLE <box>4 82 68 90</box>
article-heading: CHRISTIAN CONCORD. <box>260 1353 347 1388</box>
article-subheading: SOUTH AFRICA-ENGLAND TEST. <box>255 1632 352 1649</box>
article-body: The Chamber of Commerce this morning made arrangements for the visit of the Minister, and the reception was largely attended by representative citizens of the district, the proceedings being of a most cordial character throughout and the day being observed as a general holiday. A number of matters of local importance were brought under notice and the Minister promised careful consideration of every request placed before him by the several deputations. It was stated that the question had been under consideration for some considerable time, and that the present position was far from satisfactory to all parties concerned in the matter, who desired that some early action should be taken. The report was received and adopted on the motion of the chairman, and a hearty vote of thanks was accorded to the speaker for his interesting address. <box>365 1174 478 1357</box>
article-heading: THE BLACK HAND. <box>620 747 710 781</box>
toc-title: Wireless <box>12 143 38 151</box>
toc-title: Coolies in Fiji <box>12 151 54 159</box>
column-8 <box>859 27 993 1466</box>
toc-title: Newlands and Paparangi <box>12 250 89 258</box>
article-subheading: MINES STUCK UP. <box>28 948 95 957</box>
article-subheading: CHARGE OF ATTEMPTED MURDER. <box>139 1324 232 1341</box>
toc-title: GENERAL <box>4 197 39 205</box>
toc-row <box>4 282 119 290</box>
toc-page: 5 <box>114 151 119 159</box>
article-body: The Chamber of Commerce this morning made arrangements for the visit of the Minister, and the reception was largely attended by representative citizens of the district, the proceedings being of a most cordial character throughout and the day being observed as a general holiday. A number of matters of local importance were brought under notice and the Minister promised careful consideration of every request placed before him by the several deputations. It was stated that the question had been under consideration for some considerable time, and that the present position was far from satisfactory to all parties concerned in the matter, who desired that some early action should be taken. The report was received and adopted on the motion of the chairman, and a hearty vote of thanks was accorded to the speaker for his interesting address. <box>609 307 722 490</box>
article-subheading: ESTIMATES MAY BE 41 MILLIONS. <box>143 57 228 73</box>
columns <box>0 27 993 2576</box>
dreadnoughts-heading: DREADNOUGHTS. <box>128 34 262 51</box>
toc-title: Mirramar Affairs <box>12 243 64 251</box>
article-body: The Chamber of Commerce this morning made arrangements for the visit of the Minister, and the reception was largely attended by representative citizens of the district, the proceedings being of a most cordial character throughout and the day being observed as a general holiday. A number of matters of local importance were brought under notice and the Minister promised careful consideration of every request placed before him by the several deputations. It was stated that the question had been under consideration for some considerable time, and that the present position was far from satisfactory to all parties concerned in the matter, who desired that some early action should be taken. The report was received and adopted on the motion of the chairman, and a hearty vote of thanks was accorded to the speaker for his interesting address. <box>609 1036 722 1220</box>
article-body: The Chamber of Commerce this morning made arrangements for the visit of the Minister, and the reception was largely attended by representative citizens of the district, the proceedings being of a most cordial character throughout and the day being observed as a general holiday. A number of matters of local importance were brought under notice and the Minister promised careful consideration of every request placed before him by the several deputations. It was stated that the question had been under consideration for some considerable time, and that the present position was far from satisfactory to all parties concerned in the matter, who desired that some early action should be taken. The report was received and adopted on the motion of the chairman, and a hearty vote of thanks was accorded to the speaker for his interesting address. <box>252 871 355 1075</box>
toc-row <box>4 381 119 389</box>
toc-row <box>4 428 119 436</box>
article-subheading: VANCOUVER MAIL SERVICE. <box>133 1920 238 1929</box>
nz-news-heading: NEW ZEALAND NEWS. <box>4 484 119 519</box>
article-body: The Chamber of Commerce this morning made arrangements for the visit of the Minister, and the reception was largely attended by representative citizens of the district, the proceedings being of a most cordial character throughout and the day being observed as a general holiday. A number of matters of local importance were brought under notice and the Minister promised careful consideration of every request placed before him by the several deputations. It was stated that the question had been under consideration for some considerable time, and that the present position was far from satisfactory to all parties concerned in the matter, who desired that some early action should be taken. The report was received and adopted on the motion of the chairman, and a hearty vote of thanks was accorded to the speaker for his interesting address. <box>128 511 242 688</box>
toc-page: 3 <box>114 404 119 412</box>
article-subheading: KING EDWARD AND PRINCE HENRY. <box>134 892 237 909</box>
article-subheading: BIG SHIPS WANTED. <box>148 308 223 317</box>
article-body: The Chamber of Commerce this morning made arrangements for the visit of the Minister, and the reception was largely attended by representative citizens of the district, the proceedings being of a most cordial character throughout and the day being observed as a general holiday. A number of matters of local importance were brought under notice and the Minister promised careful consideration of every request placed before him by the several deputations. It was stated that the question had been under consideration for some considerable time, and that the present position was far from satisfactory to all parties concerned in the matter, who desired that some early action should be taken. The report was received and adopted on the motion of the chairman, and a hearty vote of thanks was accorded to the speaker for his interesting address. <box>864 1054 989 1208</box>
toc-page: 6 <box>114 450 119 458</box>
article-heading: FEILDING PREPARING. <box>23 535 100 563</box>
dateline: Washington, March 3. <box>284 86 355 94</box>
article-body: The Chamber of Commerce this morning made arrangements for the visit of the Minister, and the reception was largely attended by representative citizens of the district, the proceedings being of a most cordial character throughout and the day being observed as a general holiday. A number of matters of local importance were brought under notice and the Minister promised careful consideration of every request placed before him by the several deputations. It was stated that the question had been under consideration for some considerable time, and that the present position was far from satisfactory to all parties concerned in the matter, who desired that some early action should be taken. The report was received and adopted on the motion of the chairman, and a hearty vote of thanks was accorded to the speaker for his interesting address. <box>252 2371 355 2576</box>
article-body: The Chamber of Commerce this morning made arrangements for the visit of the Minister, and the reception was largely attended by representative citizens of the district, the proceedings being of a most cordial character throughout and the day being observed as a general holiday. A number of matters of local importance were brought under notice and the Minister promised careful consideration of every request placed before him by the several deputations. It was stated that the question had been under consideration for some considerable time, and that the present position was far from satisfactory to all parties concerned in the matter, who desired that some early action should be taken. The report was received and adopted on the motion of the chairman, and a hearty vote of thanks was accorded to the speaker for his interesting address. <box>128 1148 242 1324</box>
toc-title: NEW ZEALAND TELEGRAMS <box>4 380 103 388</box>
article-heading: PLUCKY RESCUE. <box>632 501 699 536</box>
election-box <box>365 30 478 86</box>
article-subheading: HOIST WITH HIS OWN PETARD. <box>624 782 707 799</box>
article-subheading: TWENTY DEAD, MANY INJURED, 25 MISSING. <box>261 1909 346 1926</box>
toc-page: 5 <box>114 380 119 388</box>
article-subheading: OVERHEARD IN RAILWAY CARRIAGE AT PALMERSTON. <box>257 2346 350 2371</box>
article-body: The Chamber of Commerce this morning made arrangements for the visit of the Minister, and the reception was largely attended by representative citizens of the district, the proceedings being of a most cordial character throughout and the day being observed as a general holiday. A number of matters of local importance were brought under notice and the Minister promised careful consideration of every request placed before him by the several deputations. It was stated that the question had been under consideration for some considerable time, and that the present position was far from satisfactory to all parties concerned in the matter, who desired that some early action should be taken. The report was received and adopted on the motion of the chairman, and a hearty vote of thanks was accorded to the speaker for his interesting address. <box>732 975 854 1136</box>
dateline: Napier, March 3. <box>64 1157 119 1165</box>
article-body: The Chamber of Commerce this morning made arrangements for the visit of the Minister, and the reception was largely attended by representative citizens of the district, the proceedings being of a most cordial character throughout and the day being observed as a general holiday. A number of matters of local importance were brought under notice and the Minister promised careful consideration of every request placed before him by the several deputations. It was stated that the question had been under consideration for some considerable time, and that the present position was far from satisfactory to all parties concerned in the matter, who desired that some early action should be taken. The report was received and adopted on the motion of the chairman, and a hearty vote of thanks was accorded to the speaker for his interesting address. <box>488 701 599 885</box>
article-body: The Chamber of Commerce this morning made arrangements for the visit of the Minister, and the reception was largely attended by representative citizens of the district, the proceedings being of a most cordial character throughout and the day being observed as a general holiday. A number of matters of local importance were brought under notice and the Minister promised careful consideration of every request placed before him by the several deputations. It was stated that the question had been under consideration for some considerable time, and that the present position was far from satisfactory to all parties concerned in the matter, who desired that some early action should be taken. The report was received and adopted on the motion of the chairman, and a hearty vote of thanks was accorded to the speaker for his interesting address. <box>252 95 355 300</box>
toc-row <box>4 343 119 351</box>
toc-title: American Millions <box>12 120 68 128</box>
toc-row <box>4 397 119 405</box>
article-subheading: DISAPPEARS FROM A STEAMER. <box>504 1351 583 1368</box>
toc-page: 5 <box>114 174 119 182</box>
article-body: The Chamber of Commerce this morning made arrangements for the visit of the Minister, and the reception was largely attended by representative citizens of the district, the proceedings being of a most cordial character throughout and the day being observed as a general holiday. A number of matters of local importance were brought under notice and the Minister promised careful consideration of every request placed before him by the several deputations. It was stated that the question had been under consideration for some considerable time, and that the present position was far from satisfactory to all parties concerned in the matter, who desired that some early action should be taken. The report was received and adopted on the motion of the chairman, and a hearty vote of thanks was accorded to the speaker for his interesting address. <box>732 446 854 609</box>
toc-row <box>4 144 119 152</box>
toc-row <box>4 236 119 244</box>
toc-row <box>4 450 119 458</box>
article-body: The Chamber of Commerce this morning made arrangements for the visit of the Minister, and the reception was largely attended by representative citizens of the district, the proceedings being of a most cordial character throughout and the day being observed as a general holiday. A number of matters of local importance were brought under notice and the Minister promised careful consideration of every request placed before him by the several deputations. It was stated that the question had been under consideration for some considerable time, and that the present position was far from satisfactory to all parties concerned in the matter, who desired that some early action should be taken. The report was received and adopted on the motion of the chairman, and a hearty vote of thanks was accorded to the speaker for his interesting address. <box>488 318 599 501</box>
article-subheading: TO PUT THEIR OWN HOUSE IN ORDER. <box>365 956 478 973</box>
toc-row <box>4 412 119 420</box>
toc-row <box>4 228 119 236</box>
